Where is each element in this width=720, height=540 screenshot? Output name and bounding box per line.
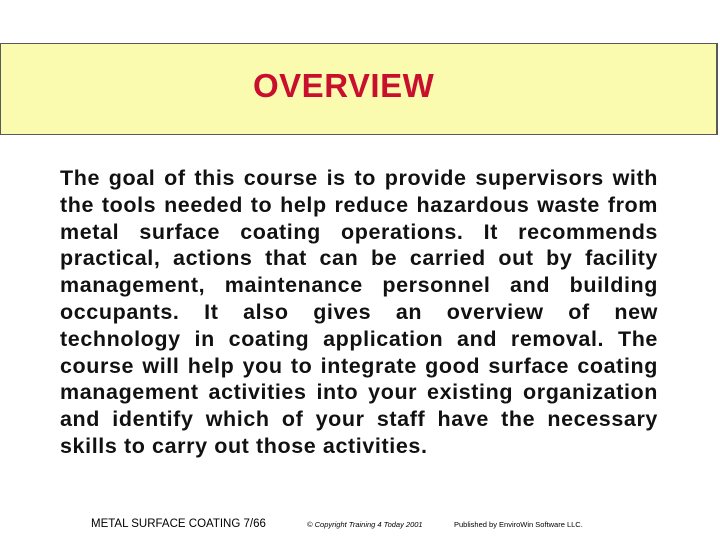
footer-course-label: METAL SURFACE COATING 7/66	[91, 518, 266, 530]
slide-title: OVERVIEW	[253, 67, 435, 104]
footer-publisher: Published by EnviroWin Software LLC.	[454, 520, 583, 529]
footer-copyright: © Copyright Training 4 Today 2001	[307, 520, 423, 529]
slide-body-text: The goal of this course is to provide supervisors with the tools needed to help reduce hazardous waste from metal surface coating operations. It recommends practical, actions that can be carried out by facility management, maintenance personnel and building occupants. It also gives an overview of new technology in coating application and removal. The course will help you to integrate good surface coating management activities into your existing organization and identify which of your staff have the necessary skills to carry out those activities.	[60, 166, 658, 458]
slide-footer	[0, 516, 720, 536]
